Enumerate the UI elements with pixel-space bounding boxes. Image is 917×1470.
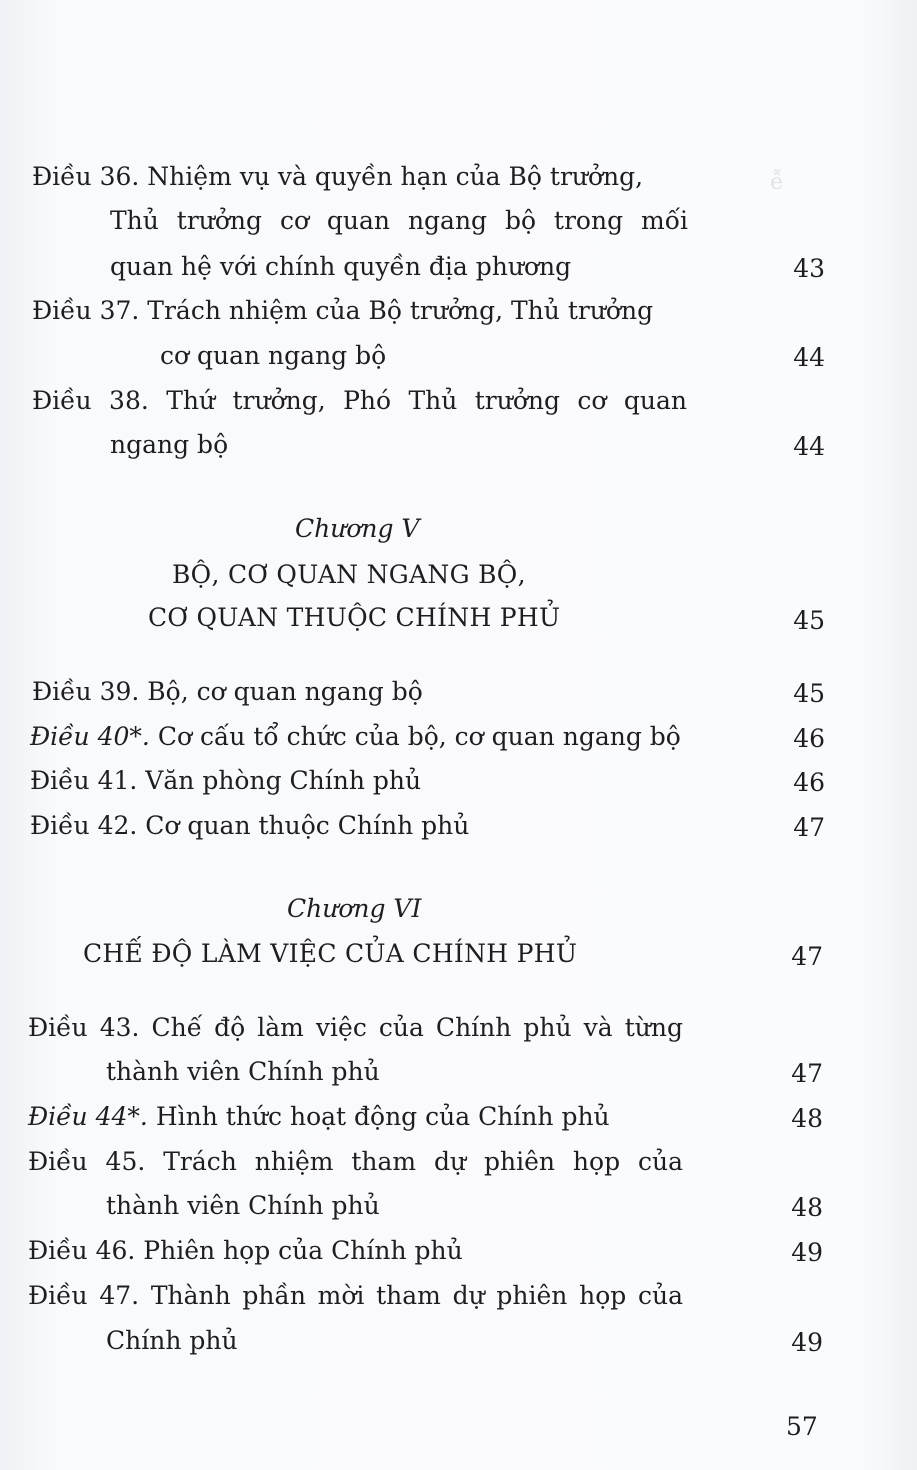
toc-entry-46: Điều 46. Phiên họp của Chính phủ <box>28 1236 463 1265</box>
chapter-6-label: Chương VI <box>287 894 422 923</box>
toc-entry-45-line2: thành viên Chính phủ <box>106 1191 380 1220</box>
toc-entry-39: Điều 39. Bộ, cơ quan ngang bộ <box>32 677 423 706</box>
toc-page-40: 46 <box>793 724 825 753</box>
toc-entry-40 <box>30 722 681 752</box>
chapter-6-page: 47 <box>791 942 823 971</box>
toc-entry-41: Điều 41. Văn phòng Chính phủ <box>30 766 422 795</box>
toc-page-41: 46 <box>793 768 825 797</box>
toc-page-42: 47 <box>793 813 825 842</box>
toc-page-46: 49 <box>791 1238 823 1267</box>
toc-entry-36-line3: quan hệ với chính quyền địa phương <box>110 252 572 281</box>
toc-entry-36-line2: Thủ trưởng cơ quan ngang bộ trong mối <box>110 206 688 235</box>
toc-entry-36-line1: Điều 36. Nhiệm vụ và quyền hạn của Bộ trưởng, <box>32 162 644 191</box>
toc-entry-42: Điều 42. Cơ quan thuộc Chính phủ <box>30 811 470 840</box>
chapter-5-title-line2: CƠ QUAN THUỘC CHÍNH PHỦ <box>148 603 561 632</box>
show-through-text: ễ <box>770 170 784 195</box>
toc-entry-38-line1: Điều 38. Thứ trưởng, Phó Thủ trưởng cơ quan <box>32 386 687 415</box>
toc-entry-44-text: Hình thức hoạt động của Chính phủ <box>147 1102 610 1131</box>
toc-entry-45-line1: Điều 45. Trách nhiệm tham dự phiên họp của <box>28 1147 683 1176</box>
toc-page-38: 44 <box>793 432 825 461</box>
toc-entry-38-line2: ngang bộ <box>110 430 229 459</box>
chapter-5-page: 45 <box>793 606 825 635</box>
toc-entry-47-line1: Điều 47. Thành phần mời tham dự phiên họp của <box>28 1281 683 1310</box>
toc-entry-44 <box>28 1102 610 1132</box>
toc-entry-37-line2: cơ quan ngang bộ <box>160 341 387 370</box>
toc-entry-40-text: Cơ cấu tổ chức của bộ, cơ quan ngang bộ <box>149 722 681 751</box>
toc-page-45: 48 <box>791 1193 823 1222</box>
chapter-5-label: Chương V <box>295 514 420 543</box>
toc-entry-37-line1: Điều 37. Trách nhiệm của Bộ trưởng, Thủ trưởng <box>32 296 654 325</box>
toc-page-44: 48 <box>791 1104 823 1133</box>
page-number: 57 <box>786 1412 818 1441</box>
toc-page-37: 44 <box>793 343 825 372</box>
toc-page-39: 45 <box>793 679 825 708</box>
toc-page-43: 47 <box>791 1059 823 1088</box>
toc-entry-47-line2: Chính phủ <box>106 1326 238 1355</box>
toc-page-47: 49 <box>791 1328 823 1357</box>
toc-entry-40-label: Điều 40*. <box>30 722 150 751</box>
toc-entry-43-line1: Điều 43. Chế độ làm việc của Chính phủ và từng <box>28 1013 683 1042</box>
chapter-5-title-line1: BỘ, CƠ QUAN NGANG BỘ, <box>172 560 526 589</box>
chapter-6-title: CHẾ ĐỘ LÀM VIỆC CỦA CHÍNH PHỦ <box>83 939 578 968</box>
toc-page-36: 43 <box>793 254 825 283</box>
toc-entry-44-label: Điều 44*. <box>28 1102 148 1131</box>
toc-entry-43-line2: thành viên Chính phủ <box>106 1057 380 1086</box>
